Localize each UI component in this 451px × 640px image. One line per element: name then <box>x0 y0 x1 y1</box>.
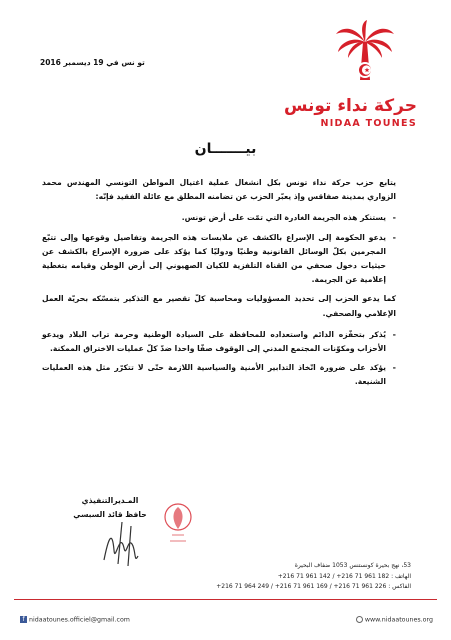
globe-icon <box>356 616 363 623</box>
footer-email-block <box>20 616 130 624</box>
bullet-marker: - <box>392 232 396 242</box>
logo-arabic-text: حركة نداء تونس <box>283 96 417 116</box>
list-item <box>42 328 396 356</box>
party-stamp <box>158 495 198 555</box>
footer-web-block <box>356 616 433 624</box>
list-item-text: يدعو الحكومة إلى الإسراع بالكشف عن ملابسات هذه الجريمة وتفاصيل وقوعها وإلى تتبّع المجرمين بكلّ الوسائل القانونية وطنيّا ودوليّا كما يؤكد على ضرورة الإسراع بالكشف عن حيثيات دخول صحفي من القناة التلفزية للكيان الصهيوني إلى أرض الوطن وقيامه بتغطية إعلامية عن الجريمة. <box>42 232 386 285</box>
list-item <box>42 231 396 288</box>
logo-english-text: NIDAA TOUNES <box>320 118 417 129</box>
bullet-marker: - <box>392 363 396 373</box>
handwritten-signature <box>98 520 158 570</box>
bullet-marker: - <box>392 329 396 339</box>
footer-address: 53، نهج بحيرة كونستنس 1053 ضفاف البحيرة <box>294 562 411 569</box>
list-item-text: يُذكر بتحفّزه الدائم واستعداده للمحافظة على السيادة الوطنية وحرمة تراب البلاد ويدعو الأحزاب ومكوّنات المجتمع المدني إلى الوقوف صفّا واحدا ضدّ كلّ عمليات الاختراق الممكنة. <box>42 329 386 354</box>
signatory-role: المـديرالتنفيذي <box>81 496 139 505</box>
footer-website[interactable]: www.nidaatounes.org <box>364 616 433 624</box>
letter-date: تو نس في 19 ديسمبر 2016 <box>40 58 145 67</box>
second-paragraph: كما يدعو الحزب إلى تحديد المسؤوليات ومحاسبة كلّ تقصير مع التذكير بتمسّكه بحريّة العمل الإعلامي والصحفي. <box>42 294 396 318</box>
statement-title: بيـــــــان <box>194 141 257 157</box>
party-logo <box>283 20 435 130</box>
bullet-marker: - <box>392 213 396 223</box>
list-item-text: يستنكر هذه الجريمة الغادرة التي تمّت على أرض تونس. <box>181 213 386 223</box>
footer-email[interactable]: nidaatounes.officiel@gmail.com <box>29 616 130 624</box>
list-item-text: يؤكد على ضرورة اتّخاذ التدابير الأمنية والسياسية اللازمة حتّى لا تتكرّر مثل هذه العمليات الشنيعة. <box>42 363 386 387</box>
signature-block <box>60 494 160 522</box>
footer-divider <box>14 599 437 600</box>
footer-phone: الهاتف : 182 961 71 216+ / 142 961 71 216+ <box>277 572 411 580</box>
footer-contact <box>191 561 411 593</box>
intro-paragraph: يتابع حزب حركة نداء تونس بكل انشغال عملية اغتيال المواطن التونسي المهندس محمد الزواري بمدينة صفاقس وإذ يعبّر الحزب عن تضامنه المطلق مع عائلة الفقيد فإنّه: <box>42 178 396 202</box>
list-item <box>42 361 396 389</box>
facebook-icon: f <box>20 616 27 623</box>
statement-body <box>42 176 396 395</box>
list-item <box>42 211 396 225</box>
footer-fax: الفاكس : 226 961 71 216+ / 169 961 71 216+ / 249 964 71 216+ <box>216 583 411 590</box>
palm-tree-logo-icon <box>334 20 396 94</box>
signatory-name: حافظ قائد السبسي <box>73 510 147 519</box>
